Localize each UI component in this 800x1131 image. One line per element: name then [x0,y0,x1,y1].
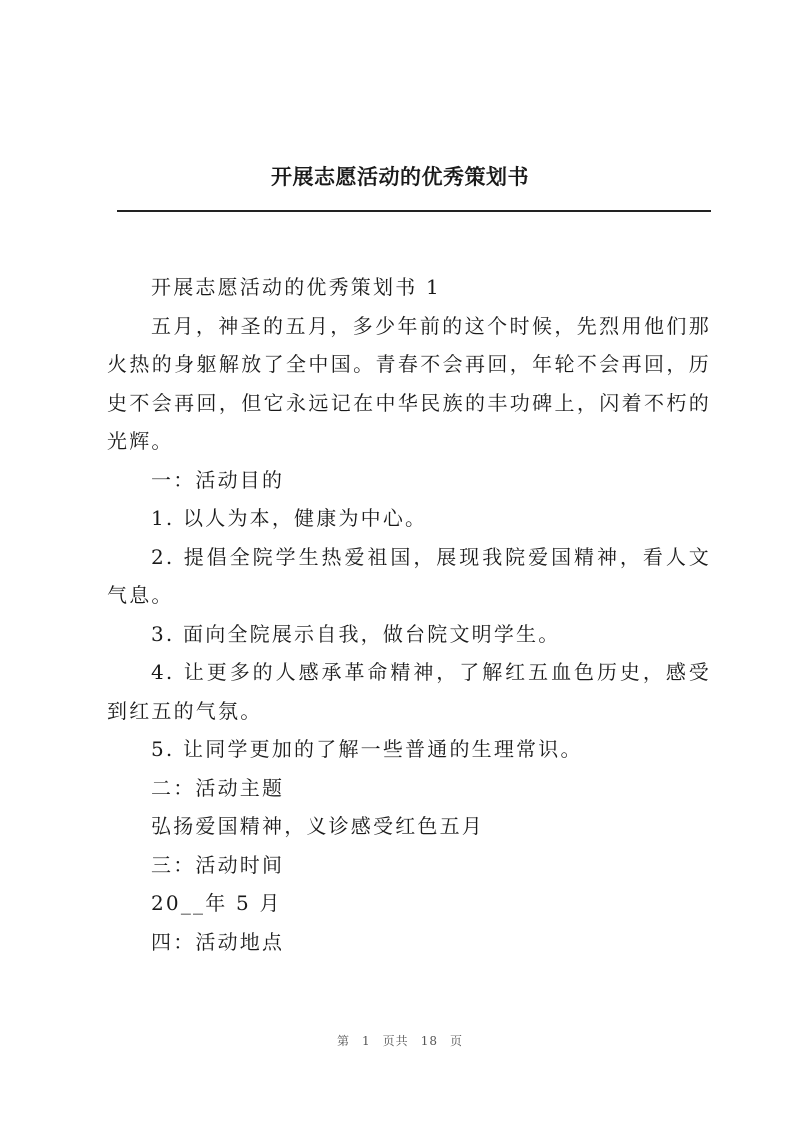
page-title: 开展志愿活动的优秀策划书 [271,165,529,189]
paragraph-heading: 开展志愿活动的优秀策划书 1 [151,275,441,299]
footer-total-pages: 18 [420,1034,438,1048]
page-footer [0,1032,800,1049]
section-heading-location: 四：活动地点 [151,929,285,954]
list-item: 4. 让更多的人感承革命精神，了解红五血色历史，感受到红五的气氛。 [107,660,711,723]
document-body [107,268,711,961]
time-text: 20__年 5 月 [151,891,282,915]
section-heading-purpose: 一：活动目的 [151,467,285,492]
footer-page-label: 第 [337,1034,351,1048]
list-item: 2. 提倡全院学生热爱祖国，展现我院爱国精神，看人文气息。 [107,544,711,607]
title-divider [117,210,711,212]
section-heading-theme: 二：活动主题 [151,775,285,800]
theme-text: 弘扬爱国精神，义诊感受红色五月 [151,814,484,838]
section-heading-time: 三：活动时间 [151,852,285,877]
list-item: 5. 让同学更加的了解一些普通的生理常识。 [151,737,583,761]
list-item: 3. 面向全院展示自我，做台院文明学生。 [151,621,561,646]
paragraph-intro: 五月，神圣的五月，多少年前的这个时候，先烈用他们那火热的身躯解放了全中国。青春不会再回，年轮不会再回，历史不会再回，但它永远记在中华民族的丰功碑上，闪着不朽的光辉。 [107,313,711,453]
footer-page-unit: 页共 [382,1034,409,1048]
list-item: 1. 以人为本，健康为中心。 [151,506,428,530]
footer-page-number: 1 [362,1034,371,1048]
footer-total-unit: 页 [449,1034,463,1048]
